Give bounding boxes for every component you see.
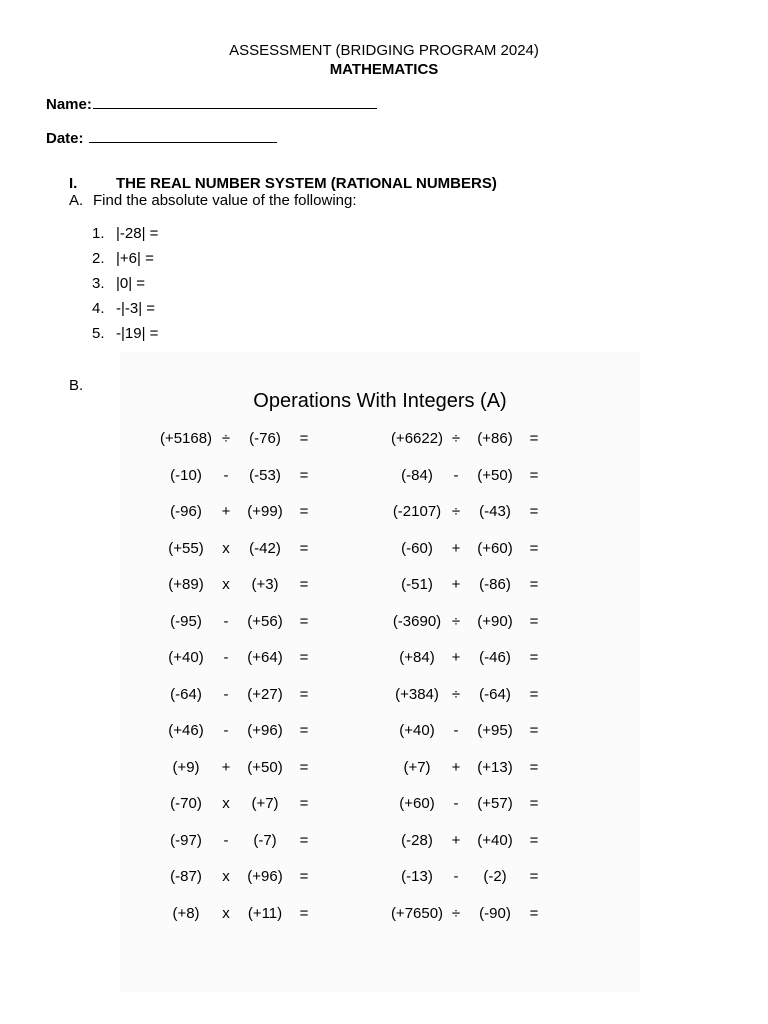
problem-right-1-equals: =: [529, 430, 539, 447]
problem-right-7-equals: =: [529, 649, 539, 666]
problem-left-1-operand-a: (+5168): [159, 430, 213, 447]
date-field: [46, 128, 277, 147]
problem-left-3-operator: +: [221, 503, 231, 520]
problem-left-12-operator: -: [223, 831, 229, 849]
problem-left-14-equals: =: [299, 904, 309, 922]
problem-right-13-operand-b: (-2): [483, 868, 507, 885]
problem-right-4-operand-a: (-60): [401, 539, 433, 557]
problem-left-1-operator: ÷: [221, 430, 231, 447]
problem-left-3-operand-b: (+99): [247, 503, 283, 520]
section-number: I.: [69, 175, 78, 192]
problem-left-4-operand-a: (+55): [168, 539, 204, 557]
problem-left-7-equals: =: [299, 649, 309, 666]
problem-right-14-operator: ÷: [451, 904, 461, 922]
item-text: |+6| =: [116, 250, 154, 267]
item-number: 1.: [92, 225, 105, 242]
item-number: 3.: [92, 275, 105, 292]
problem-right-2-operator: -: [453, 466, 459, 484]
problem-left-13-operand-a: (-87): [170, 868, 202, 885]
problem-right-10-operand-b: (+13): [477, 758, 513, 776]
problem-right-8-operand-b: (-64): [479, 685, 511, 703]
problem-left-2-operand-b: (-53): [249, 466, 281, 484]
problem-right-5-operand-b: (-86): [479, 576, 511, 593]
problem-left-1-operand-b: (-76): [249, 430, 281, 447]
problem-left-7-operator: -: [223, 649, 229, 666]
problem-left-9-operator: -: [223, 722, 229, 739]
problem-left-10-operand-a: (+9): [172, 758, 200, 776]
problem-left-2-equals: =: [299, 466, 309, 484]
part-a-heading: [69, 192, 357, 209]
problem-right-8-operator: ÷: [451, 685, 461, 703]
problem-right-12-operand-a: (-28): [401, 831, 433, 849]
assessment-title: ASSESSMENT (BRIDGING PROGRAM 2024): [229, 42, 539, 59]
problem-right-7-operand-a: (+84): [399, 649, 435, 666]
problem-left-5-operand-b: (+3): [251, 576, 279, 593]
problem-right-14-operand-a: (+7650): [390, 904, 444, 922]
problem-left-3-equals: =: [299, 503, 309, 520]
problem-left-9-operand-a: (+46): [168, 722, 204, 739]
section-heading: [69, 175, 497, 192]
problem-right-13-operator: -: [453, 868, 459, 885]
problem-right-6-operator: ÷: [451, 612, 461, 630]
problem-left-10-equals: =: [299, 758, 309, 776]
problem-left-4-operator: x: [222, 539, 230, 557]
item-text: -|-3| =: [116, 300, 156, 317]
problem-left-13-operand-b: (+96): [247, 868, 283, 885]
problem-right-4-equals: =: [529, 539, 539, 557]
problem-right-2-equals: =: [529, 466, 539, 484]
list-item: [92, 249, 158, 274]
problem-left-14-operand-a: (+8): [172, 904, 200, 922]
problem-left-11-operand-b: (+7): [251, 795, 279, 812]
problem-right-13-equals: =: [529, 868, 539, 885]
problem-left-2-operator: -: [223, 466, 229, 484]
problem-right-6-equals: =: [529, 612, 539, 630]
problem-left-11-equals: =: [299, 795, 309, 812]
problem-right-8-operand-a: (+384): [395, 685, 439, 703]
item-text: |0| =: [116, 275, 146, 292]
name-label: Name:: [46, 96, 92, 113]
problem-right-1-operand-a: (+6622): [390, 430, 444, 447]
problem-right-10-equals: =: [529, 758, 539, 776]
problem-right-9-operator: -: [453, 722, 459, 739]
item-number: 4.: [92, 300, 105, 317]
problem-left-4-operand-b: (-42): [249, 539, 281, 557]
worksheet-image: [120, 352, 640, 992]
problem-right-11-operator: -: [453, 795, 459, 812]
problem-right-12-operator: +: [451, 831, 461, 849]
problem-right-7-operand-b: (-46): [479, 649, 511, 666]
problem-left-1-equals: =: [299, 430, 309, 447]
problem-right-2-operand-a: (-84): [401, 466, 433, 484]
problem-right-3-equals: =: [529, 503, 539, 520]
list-item: [92, 224, 158, 249]
problem-right-5-operator: +: [451, 576, 461, 593]
problem-left-6-operand-b: (+56): [247, 612, 283, 630]
problem-left-5-operand-a: (+89): [168, 576, 204, 593]
problem-right-6-operand-a: (-3690): [392, 612, 442, 630]
problem-left-14-operand-b: (+11): [247, 904, 283, 922]
problem-right-3-operand-b: (-43): [479, 503, 511, 520]
problem-right-6-operand-b: (+90): [477, 612, 513, 630]
problem-left-3-operand-a: (-96): [170, 503, 202, 520]
problem-right-11-operand-b: (+57): [477, 795, 513, 812]
part-b-letter: B.: [69, 377, 84, 394]
item-text: |-28| =: [116, 225, 159, 242]
list-item: [92, 324, 158, 349]
problem-right-1-operand-b: (+86): [477, 430, 513, 447]
name-field: [46, 94, 377, 113]
problem-left-7-operand-b: (+64): [247, 649, 283, 666]
part-a-instruction: Find the absolute value of the following:: [93, 192, 357, 209]
problem-left-5-operator: x: [222, 576, 230, 593]
problem-right-7-operator: +: [451, 649, 461, 666]
problem-right-11-operand-a: (+60): [399, 795, 435, 812]
problem-right-14-equals: =: [529, 904, 539, 922]
problem-left-6-equals: =: [299, 612, 309, 630]
problem-left-12-equals: =: [299, 831, 309, 849]
worksheet-title: Operations With Integers (A): [253, 390, 507, 412]
problem-left-6-operand-a: (-95): [170, 612, 202, 630]
problem-left-4-equals: =: [299, 539, 309, 557]
problem-right-5-equals: =: [529, 576, 539, 593]
problem-left-10-operator: +: [221, 758, 231, 776]
problem-right-12-operand-b: (+40): [477, 831, 513, 849]
problem-right-3-operator: ÷: [451, 503, 461, 520]
list-item: [92, 299, 158, 324]
problem-left-14-operator: x: [222, 904, 230, 922]
part-a-letter: A.: [69, 192, 84, 209]
problem-right-11-equals: =: [529, 795, 539, 812]
problem-left-5-equals: =: [299, 576, 309, 593]
problem-right-10-operand-a: (+7): [403, 758, 431, 776]
problem-left-8-equals: =: [299, 685, 309, 703]
item-number: 5.: [92, 325, 105, 342]
problem-right-3-operand-a: (-2107): [392, 503, 442, 520]
problem-left-8-operand-a: (-64): [170, 685, 202, 703]
list-item: [92, 274, 158, 299]
name-blank-line[interactable]: [93, 94, 377, 109]
problem-left-11-operator: x: [222, 795, 230, 812]
section-title: THE REAL NUMBER SYSTEM (RATIONAL NUMBERS): [116, 175, 497, 192]
problem-left-12-operand-a: (-97): [170, 831, 202, 849]
problem-left-12-operand-b: (-7): [253, 831, 277, 849]
problem-left-7-operand-a: (+40): [168, 649, 204, 666]
problem-right-1-operator: ÷: [451, 430, 461, 447]
date-blank-line[interactable]: [89, 128, 277, 143]
problem-left-8-operand-b: (+27): [247, 685, 283, 703]
problem-left-10-operand-b: (+50): [247, 758, 283, 776]
problem-right-8-equals: =: [529, 685, 539, 703]
problem-right-2-operand-b: (+50): [477, 466, 513, 484]
subject-title: MATHEMATICS: [329, 61, 439, 78]
problem-right-9-equals: =: [529, 722, 539, 739]
problem-right-9-operand-b: (+95): [477, 722, 513, 739]
problem-left-9-equals: =: [299, 722, 309, 739]
problem-right-4-operand-b: (+60): [477, 539, 513, 557]
item-text: -|19| =: [116, 325, 159, 342]
problem-right-10-operator: +: [451, 758, 461, 776]
absolute-value-list: [92, 224, 158, 349]
date-label: Date:: [46, 130, 84, 147]
problem-right-5-operand-a: (-51): [401, 576, 433, 593]
problem-right-12-equals: =: [529, 831, 539, 849]
problem-right-4-operator: +: [451, 539, 461, 557]
problem-right-13-operand-a: (-13): [401, 868, 433, 885]
problem-left-13-equals: =: [299, 868, 309, 885]
problem-right-14-operand-b: (-90): [479, 904, 511, 922]
problem-left-9-operand-b: (+96): [247, 722, 283, 739]
problem-left-13-operator: x: [222, 868, 230, 885]
problem-left-6-operator: -: [223, 612, 229, 630]
problem-left-11-operand-a: (-70): [170, 795, 202, 812]
item-number: 2.: [92, 250, 105, 267]
problem-right-9-operand-a: (+40): [399, 722, 435, 739]
problem-left-2-operand-a: (-10): [170, 466, 202, 484]
problem-left-8-operator: -: [223, 685, 229, 703]
